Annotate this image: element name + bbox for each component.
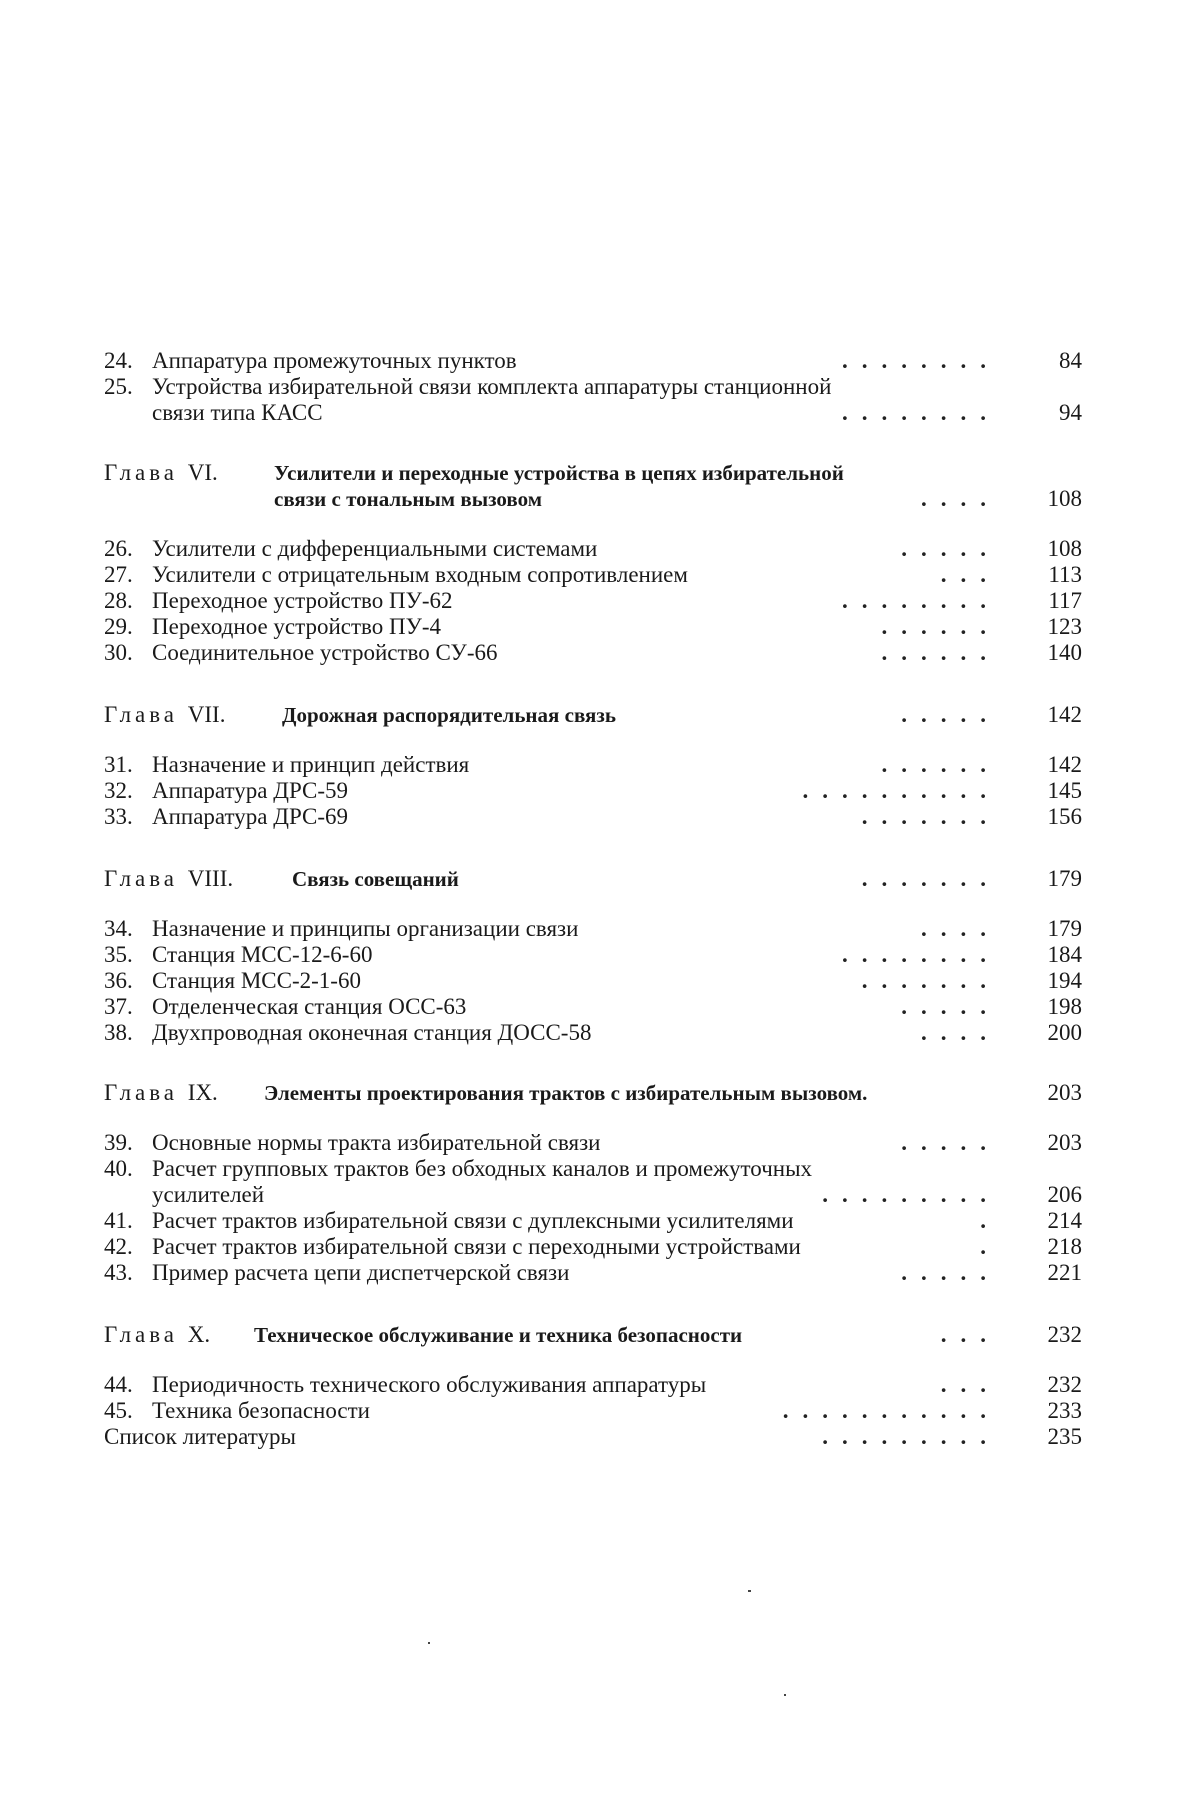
entry-title: Переходное устройство ПУ-62 bbox=[152, 588, 453, 613]
entry-title: усилителей bbox=[152, 1182, 265, 1207]
entry-title: Станция МСС-12-6-60 bbox=[152, 942, 373, 967]
entry-title: Расчет трактов избирательной связи с дуплексными усилителями bbox=[152, 1208, 794, 1233]
chapter-title: Дорожная распорядительная связь bbox=[282, 703, 616, 727]
entry-title: Отделенческая станция ОСС-63 bbox=[152, 994, 467, 1019]
entry-title: Техника безопасности bbox=[152, 1398, 370, 1423]
leader-dots: . bbox=[980, 1234, 1000, 1259]
entry-title: Периодичность технического обслуживания аппаратуры bbox=[152, 1372, 707, 1397]
chapter-heading bbox=[104, 460, 1082, 486]
entry-page: 218 bbox=[1047, 1234, 1082, 1259]
entry-page: 123 bbox=[1047, 614, 1082, 639]
entry-title: Соединительное устройство СУ-66 bbox=[152, 640, 498, 665]
leader-dots: ... bbox=[940, 1322, 1000, 1347]
leader-dots: . bbox=[980, 1208, 1000, 1233]
toc-entry bbox=[104, 804, 1082, 830]
entry-page: 200 bbox=[1047, 1020, 1082, 1045]
leader-dots: ..... bbox=[901, 994, 1000, 1019]
entry-title: Назначение и принципы организации связи bbox=[152, 916, 579, 941]
chapter-page: 232 bbox=[1047, 1322, 1082, 1347]
entry-title: Аппаратура промежуточных пунктов bbox=[152, 348, 517, 373]
chapter-page: 179 bbox=[1047, 866, 1082, 891]
entry-page: 142 bbox=[1047, 752, 1082, 777]
toc-entry-continuation bbox=[104, 400, 1082, 426]
leader-dots: ..... bbox=[901, 536, 1000, 561]
entry-page: 206 bbox=[1047, 1182, 1082, 1207]
toc-entry-continuation bbox=[104, 1182, 1082, 1208]
leader-dots: ... bbox=[940, 562, 1000, 587]
entry-number: 26. bbox=[104, 536, 133, 561]
entry-number: 28. bbox=[104, 588, 133, 613]
leader-dots: ..... bbox=[901, 1260, 1000, 1285]
entry-title: Устройства избирательной связи комплекта аппаратуры станционной bbox=[152, 374, 832, 399]
entry-title: Основные нормы тракта избирательной связи bbox=[152, 1130, 601, 1155]
scan-speck bbox=[428, 1642, 430, 1644]
entry-page: 221 bbox=[1047, 1260, 1082, 1285]
entry-title: Переходное устройство ПУ-4 bbox=[152, 614, 442, 639]
entry-number: 40. bbox=[104, 1156, 133, 1181]
toc-entry bbox=[104, 640, 1082, 666]
chapter-number: VI. bbox=[187, 460, 218, 485]
toc-entry bbox=[104, 614, 1082, 640]
chapter-label: Глава bbox=[104, 460, 179, 485]
entry-number: 31. bbox=[104, 752, 133, 777]
toc-entry bbox=[104, 1130, 1082, 1156]
entry-title: Расчет трактов избирательной связи с переходными устройствами bbox=[152, 1234, 801, 1259]
chapter-number: VIII. bbox=[187, 866, 234, 891]
entry-number: 39. bbox=[104, 1130, 133, 1155]
leader-dots: .... bbox=[921, 916, 1000, 941]
entry-number: 29. bbox=[104, 614, 133, 639]
entry-title: Пример расчета цепи диспетчерской связи bbox=[152, 1260, 570, 1285]
entry-page: 235 bbox=[1047, 1424, 1082, 1449]
chapter-heading bbox=[104, 702, 1082, 728]
leader-dots: ....... bbox=[861, 866, 1000, 891]
toc-entry bbox=[104, 1260, 1082, 1286]
entry-title: Двухпроводная оконечная станция ДОСС-58 bbox=[152, 1020, 592, 1045]
entry-number: 37. bbox=[104, 994, 133, 1019]
entry-page: 198 bbox=[1047, 994, 1082, 1019]
toc-entry bbox=[104, 1156, 1082, 1182]
chapter-page: 108 bbox=[1047, 486, 1082, 511]
leader-dots: ... bbox=[940, 1372, 1000, 1397]
leader-dots: ......... bbox=[822, 1424, 1000, 1449]
scan-speck bbox=[784, 1694, 786, 1696]
entry-title: Усилители с дифференциальными системами bbox=[152, 536, 598, 561]
entry-page: 84 bbox=[1059, 348, 1082, 373]
leader-dots: ...... bbox=[881, 640, 1000, 665]
entry-title: Аппаратура ДРС-59 bbox=[152, 778, 349, 803]
entry-number: 25. bbox=[104, 374, 133, 399]
chapter-title: связи с тональным вызовом bbox=[274, 487, 542, 511]
entry-number: 42. bbox=[104, 1234, 133, 1259]
chapter-label: Глава bbox=[104, 702, 179, 727]
leader-dots: ..... bbox=[901, 1130, 1000, 1155]
chapter-number: X. bbox=[187, 1322, 211, 1347]
entry-page: 203 bbox=[1047, 1130, 1082, 1155]
toc-entry bbox=[104, 562, 1082, 588]
entry-page: 113 bbox=[1048, 562, 1082, 587]
entry-page: 184 bbox=[1047, 942, 1082, 967]
entry-title: Назначение и принцип действия bbox=[152, 752, 470, 777]
chapter-label: Глава bbox=[104, 1080, 179, 1105]
leader-dots: ........... bbox=[782, 1398, 1000, 1423]
entry-page: 108 bbox=[1047, 536, 1082, 561]
toc-entry bbox=[104, 1208, 1082, 1234]
toc-entry bbox=[104, 778, 1082, 804]
chapter-heading bbox=[104, 1322, 1082, 1348]
toc-entry bbox=[104, 942, 1082, 968]
toc-entry bbox=[104, 1020, 1082, 1046]
leader-dots: .... bbox=[921, 486, 1000, 511]
entry-number: 41. bbox=[104, 1208, 133, 1233]
chapter-number: IX. bbox=[187, 1080, 218, 1105]
toc-entry bbox=[104, 1398, 1082, 1424]
entry-title: связи типа КАСС bbox=[152, 400, 323, 425]
entry-number: 33. bbox=[104, 804, 133, 829]
scan-speck bbox=[748, 1590, 751, 1592]
leader-dots: ........ bbox=[842, 400, 1000, 425]
leader-dots: .......... bbox=[802, 778, 1000, 803]
entry-page: 232 bbox=[1047, 1372, 1082, 1397]
leader-dots: ........ bbox=[842, 588, 1000, 613]
entry-page: 233 bbox=[1047, 1398, 1082, 1423]
chapter-heading bbox=[104, 1080, 1082, 1106]
entry-number: 44. bbox=[104, 1372, 133, 1397]
entry-number: 34. bbox=[104, 916, 133, 941]
entry-page: 156 bbox=[1047, 804, 1082, 829]
entry-number: 30. bbox=[104, 640, 133, 665]
leader-dots: ..... bbox=[901, 702, 1000, 727]
chapter-title: Связь совещаний bbox=[292, 867, 459, 891]
toc-entry bbox=[104, 1424, 1082, 1450]
chapter-page: 203 bbox=[1047, 1080, 1082, 1105]
entry-number: 27. bbox=[104, 562, 133, 587]
leader-dots: ......... bbox=[822, 1182, 1000, 1207]
chapter-page: 142 bbox=[1047, 702, 1082, 727]
entry-page: 179 bbox=[1047, 916, 1082, 941]
toc-entry bbox=[104, 752, 1082, 778]
entry-page: 145 bbox=[1047, 778, 1082, 803]
toc-entry bbox=[104, 536, 1082, 562]
leader-dots: ...... bbox=[881, 752, 1000, 777]
entry-title: Расчет групповых трактов без обходных каналов и промежуточных bbox=[152, 1156, 813, 1181]
leader-dots: ........ bbox=[842, 348, 1000, 373]
toc-entry bbox=[104, 968, 1082, 994]
leader-dots: .... bbox=[921, 1020, 1000, 1045]
entry-number: 45. bbox=[104, 1398, 133, 1423]
entry-number: 24. bbox=[104, 348, 133, 373]
leader-dots: ...... bbox=[881, 614, 1000, 639]
entry-number: 43. bbox=[104, 1260, 133, 1285]
chapter-heading-continuation bbox=[104, 486, 1082, 512]
entry-page: 214 bbox=[1047, 1208, 1082, 1233]
entry-title: Аппаратура ДРС-69 bbox=[152, 804, 349, 829]
chapter-label: Глава bbox=[104, 866, 179, 891]
leader-dots: ....... bbox=[861, 804, 1000, 829]
chapter-title: Усилители и переходные устройства в цепях избирательной bbox=[274, 461, 844, 485]
entry-page: 140 bbox=[1047, 640, 1082, 665]
entry-title: Станция МСС-2-1-60 bbox=[152, 968, 361, 993]
chapter-number: VII. bbox=[187, 702, 226, 727]
toc-entry bbox=[104, 348, 1082, 374]
toc-entry bbox=[104, 374, 1082, 400]
entry-number: 32. bbox=[104, 778, 133, 803]
entry-page: 94 bbox=[1059, 400, 1082, 425]
chapter-title: Техническое обслуживание и техника безопасности bbox=[254, 1323, 743, 1347]
chapter-title: Элементы проектирования трактов с избирательным вызовом. bbox=[264, 1081, 868, 1105]
chapter-label: Глава bbox=[104, 1322, 179, 1347]
leader-dots: ........ bbox=[842, 942, 1000, 967]
entry-title: Усилители с отрицательным входным сопротивлением bbox=[152, 562, 688, 587]
entry-title: Список литературы bbox=[104, 1424, 296, 1449]
toc-entry bbox=[104, 1372, 1082, 1398]
entry-page: 117 bbox=[1048, 588, 1082, 613]
entry-number: 38. bbox=[104, 1020, 133, 1045]
toc-entry bbox=[104, 588, 1082, 614]
entry-number: 35. bbox=[104, 942, 133, 967]
entry-number: 36. bbox=[104, 968, 133, 993]
toc-entry bbox=[104, 994, 1082, 1020]
chapter-heading bbox=[104, 866, 1082, 892]
leader-dots: ....... bbox=[861, 968, 1000, 993]
toc-entry bbox=[104, 1234, 1082, 1260]
toc-entry bbox=[104, 916, 1082, 942]
entry-page: 194 bbox=[1047, 968, 1082, 993]
